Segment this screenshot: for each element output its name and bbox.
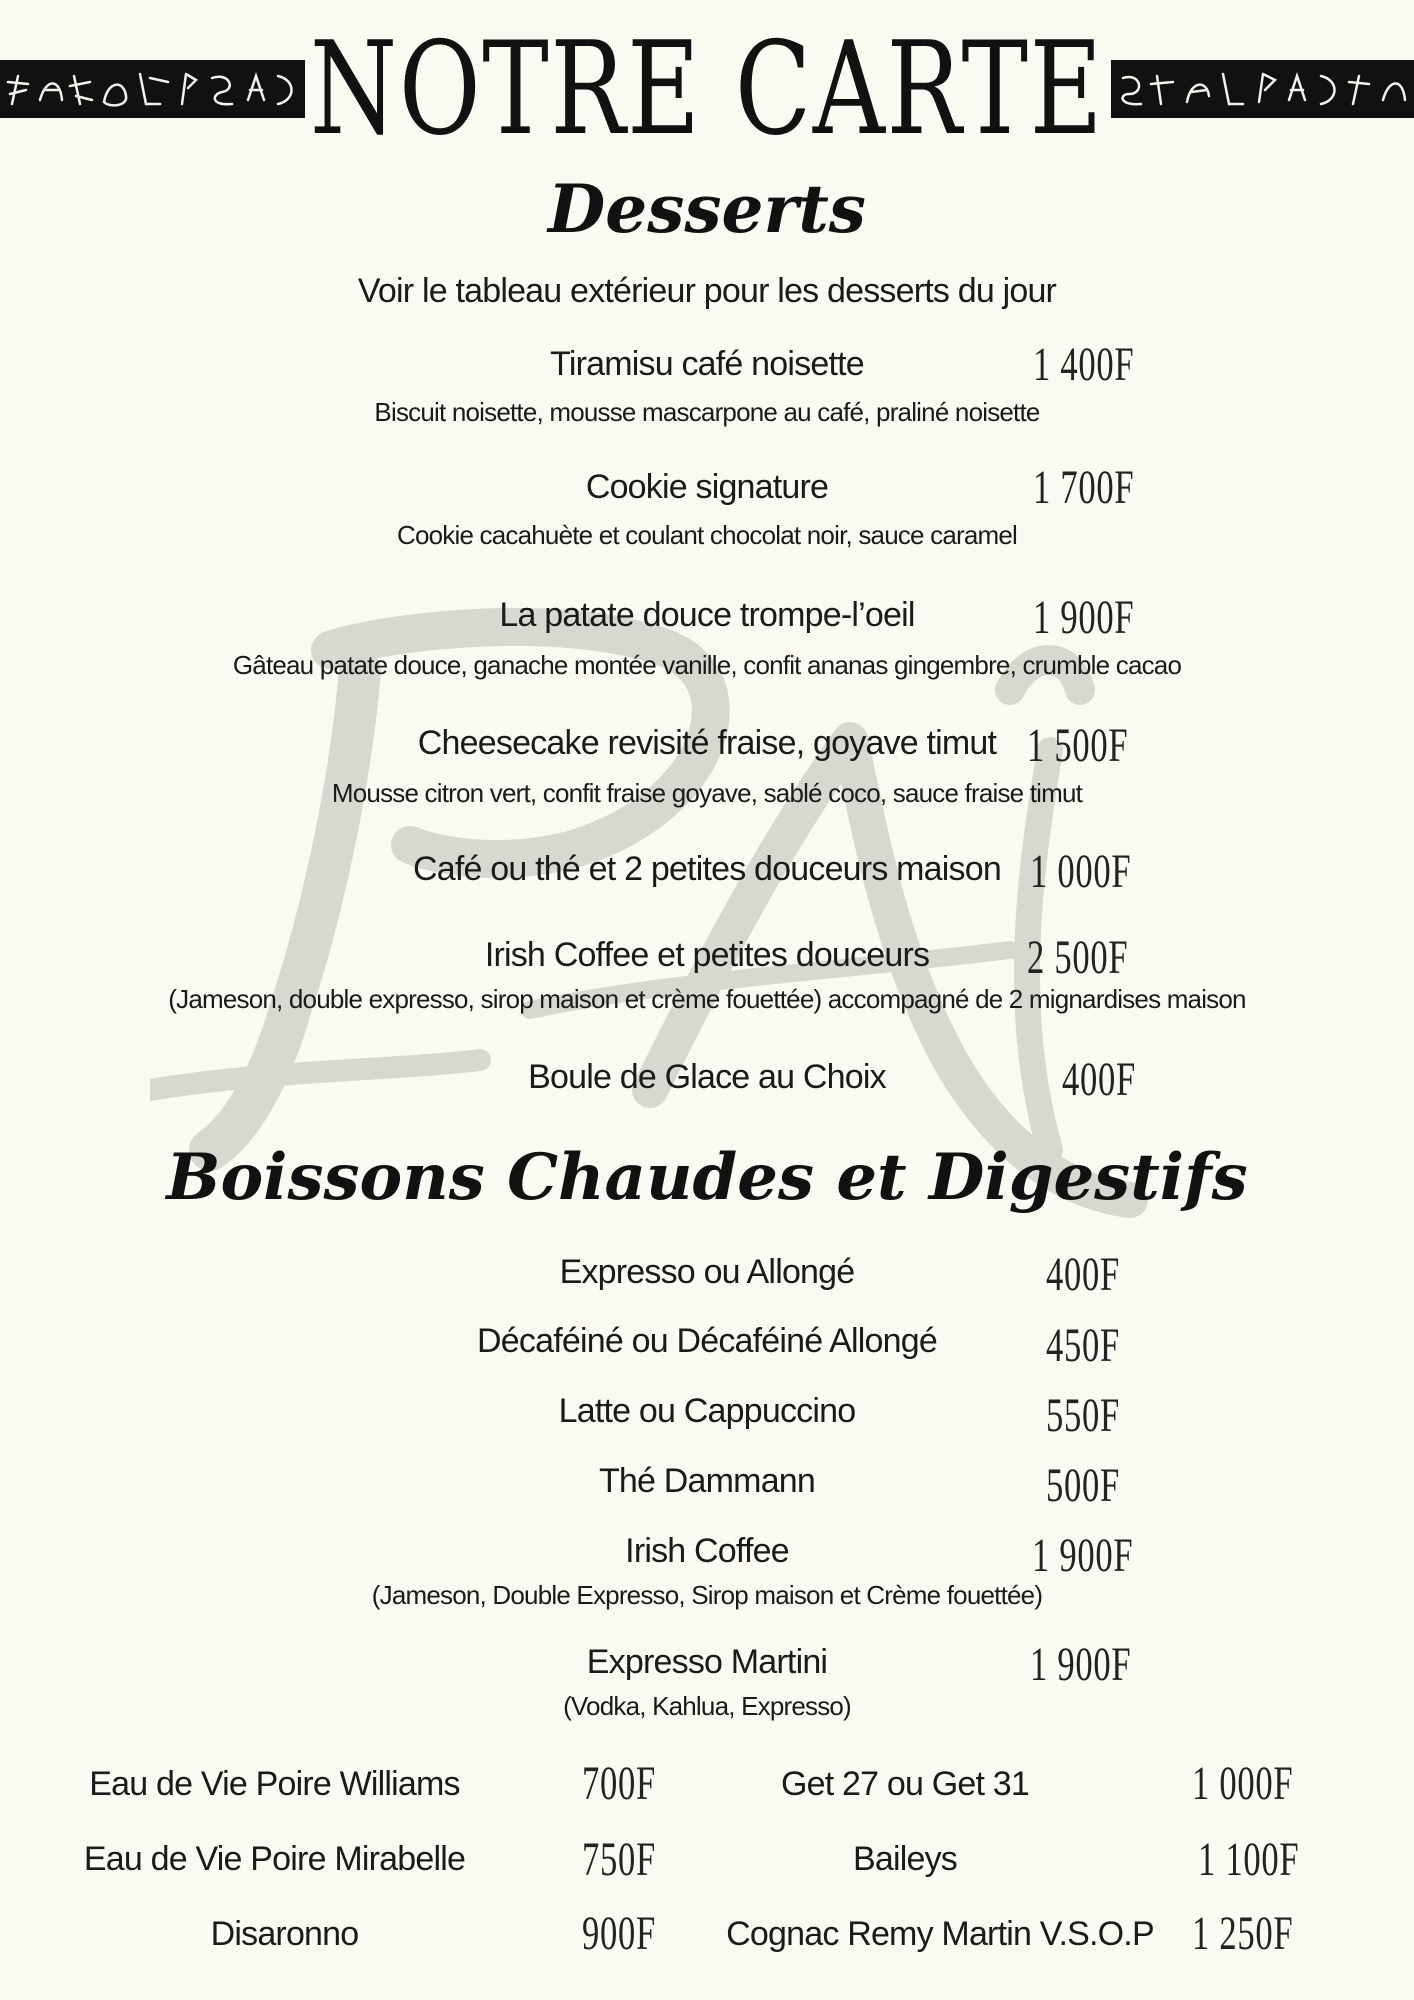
item-description: (Jameson, double expresso, sirop maison et crème fouettée) accompagné de 2 mignardises maison xyxy=(168,984,1246,1014)
digestif-name: Cognac Remy Martin V.S.O.P xyxy=(726,1915,1154,1953)
item-name: Cheesecake revisité fraise, goyave timut xyxy=(417,724,997,762)
digestif-name: Baileys xyxy=(852,1840,957,1878)
item-description: (Jameson, Double Expresso, Sirop maison et Crème fouettée) xyxy=(371,1580,1043,1610)
item-description: Cookie cacahuète et coulant chocolat noir, sauce caramel xyxy=(396,520,1018,550)
item-description: Mousse citron vert, confit fraise goyave, sablé coco, sauce fraise timut xyxy=(331,778,1083,808)
section-title-desserts: Desserts xyxy=(548,170,866,248)
item-name: Boule de Glace au Choix xyxy=(528,1058,886,1096)
item-price: 1 700F xyxy=(1033,461,1135,514)
item-price: 1 900F xyxy=(1032,1529,1134,1582)
item-name: Décaféiné ou Décaféiné Allongé xyxy=(477,1322,937,1360)
item-price: 400F xyxy=(1046,1248,1120,1301)
item-price: 1 000F xyxy=(1030,845,1132,898)
item-name: Irish Coffee et petites douceurs xyxy=(484,936,930,974)
digestif-price: 1 250F xyxy=(1192,1907,1294,1960)
digestif-name: Eau de Vie Poire Williams xyxy=(89,1765,460,1803)
section-title-boissons: Boissons Chaudes et Digestifs xyxy=(166,1140,1248,1215)
item-price: 500F xyxy=(1046,1459,1120,1512)
digestif-price: 1 000F xyxy=(1192,1757,1294,1810)
item-name: Tiramisu café noisette xyxy=(550,345,864,383)
digestif-name: Eau de Vie Poire Mirabelle xyxy=(83,1840,466,1878)
item-name: Expresso Martini xyxy=(586,1643,828,1681)
item-price: 450F xyxy=(1046,1319,1120,1372)
digestif-price: 750F xyxy=(582,1833,656,1886)
item-description: Gâteau patate douce, ganache montée vanille, confit ananas gingembre, crumble cacao xyxy=(232,650,1182,680)
item-name: Expresso ou Allongé xyxy=(559,1253,855,1291)
item-name: Thé Dammann xyxy=(598,1462,816,1500)
item-name: Café ou thé et 2 petites douceurs maison xyxy=(413,850,1001,888)
item-name: La patate douce trompe-l’oeil xyxy=(499,596,915,634)
page-title: NOTRE CARTE xyxy=(309,15,1105,164)
item-description: (Vodka, Kahlua, Expresso) xyxy=(563,1691,851,1721)
digestif-price: 900F xyxy=(582,1907,656,1960)
digestif-name: Get 27 ou Get 31 xyxy=(780,1765,1030,1803)
digestif-name: Disaronno xyxy=(210,1915,359,1953)
item-description: Biscuit noisette, mousse mascarpone au café, praliné noisette xyxy=(374,397,1040,427)
item-name: Irish Coffee xyxy=(625,1532,789,1570)
item-price: 1 900F xyxy=(1030,1638,1132,1691)
digestif-price: 1 100F xyxy=(1198,1833,1300,1886)
item-price: 1 900F xyxy=(1033,591,1135,644)
item-price: 400F xyxy=(1062,1053,1136,1106)
item-name: Cookie signature xyxy=(585,468,829,506)
item-price: 550F xyxy=(1046,1389,1120,1442)
item-price: 1 500F xyxy=(1027,719,1129,772)
item-price: 1 400F xyxy=(1033,338,1135,391)
desserts-note: Voir le tableau extérieur pour les desserts du jour xyxy=(357,272,1057,310)
digestif-price: 700F xyxy=(582,1757,656,1810)
item-name: Latte ou Cappuccino xyxy=(558,1392,856,1430)
item-price: 2 500F xyxy=(1027,931,1129,984)
